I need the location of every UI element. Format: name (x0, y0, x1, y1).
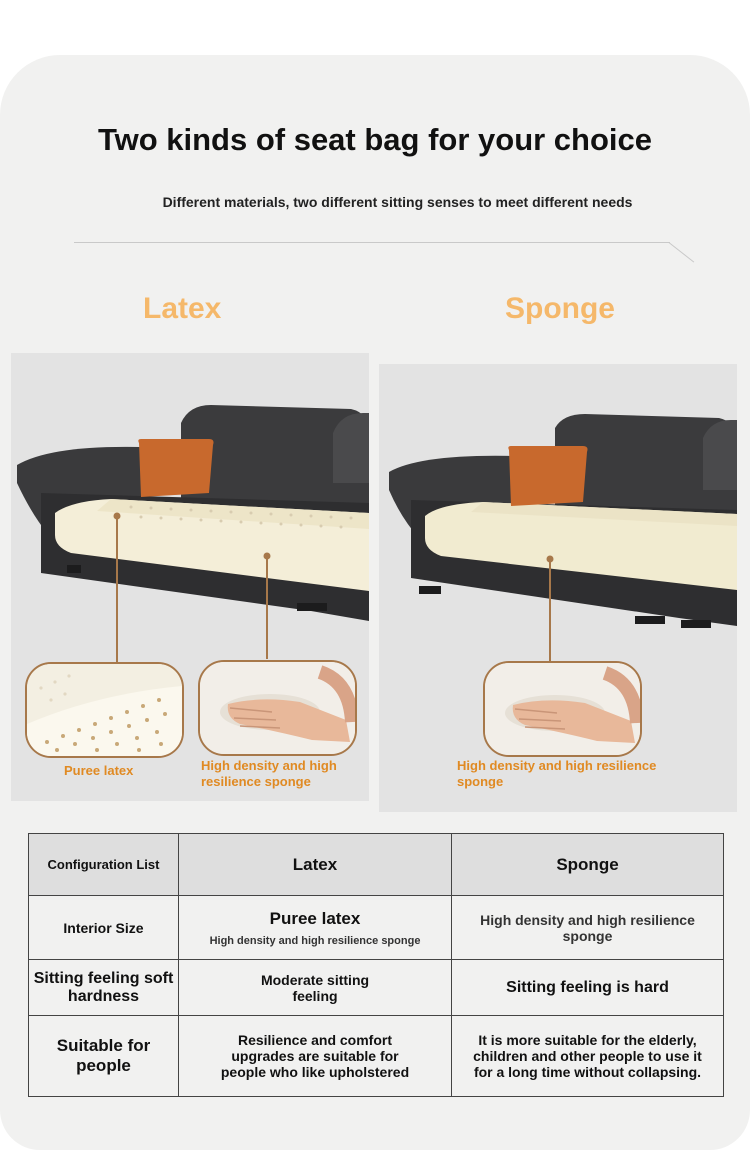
table-cell-sponge: Sitting feeling is hard (452, 959, 724, 1015)
page-subtitle: Different materials, two different sitting senses to meet different needs (162, 194, 633, 210)
latex-callout-latex: Puree latex (64, 763, 134, 778)
sponge-product-image (379, 364, 737, 812)
table-cell-latex: Moderate sitting feeling (179, 959, 452, 1015)
row-label: Suitable for people (29, 1016, 179, 1097)
divider-line (74, 242, 670, 243)
table-header-latex: Latex (179, 834, 452, 896)
table-row (29, 1016, 724, 1097)
table-cell-latex: Resilience and comfort upgrades are suitable for people who like upholstered (179, 1016, 452, 1097)
sponge-label: Sponge (505, 292, 615, 325)
latex-callout-sponge: High density and high resilience sponge (201, 758, 337, 789)
latex-sponge-closeup-bubble (198, 660, 357, 756)
row-label: Interior Size (29, 896, 179, 959)
table-cell-sponge: High density and high resilience sponge (452, 896, 724, 959)
latex-product-image (11, 353, 369, 801)
latex-closeup-image (27, 664, 182, 756)
table-row (29, 896, 724, 959)
page-title: Two kinds of seat bag for your choice (97, 122, 653, 157)
latex-label: Latex (143, 292, 222, 325)
hand-press-icon (485, 663, 640, 755)
sponge-closeup-bubble (483, 661, 642, 757)
table-cell-latex (179, 896, 452, 959)
table-header-sponge: Sponge (452, 834, 724, 896)
latex-closeup-bubble (25, 662, 184, 758)
comparison-table (28, 833, 724, 1097)
table-cell-sponge: It is more suitable for the elderly, children and other people to use it for a long time without collapsing. (452, 1016, 724, 1097)
cell-sub-text: High density and high resilience sponge (209, 934, 421, 947)
table-header-row (29, 834, 724, 896)
row-label: Sitting feeling soft hardness (29, 959, 179, 1015)
sponge-callout-sponge: High density and high resilience sponge (457, 758, 657, 789)
table-header-config: Configuration List (29, 834, 179, 896)
cell-main-text: Puree latex (269, 908, 361, 928)
hand-press-icon (200, 662, 355, 754)
table-row (29, 959, 724, 1015)
